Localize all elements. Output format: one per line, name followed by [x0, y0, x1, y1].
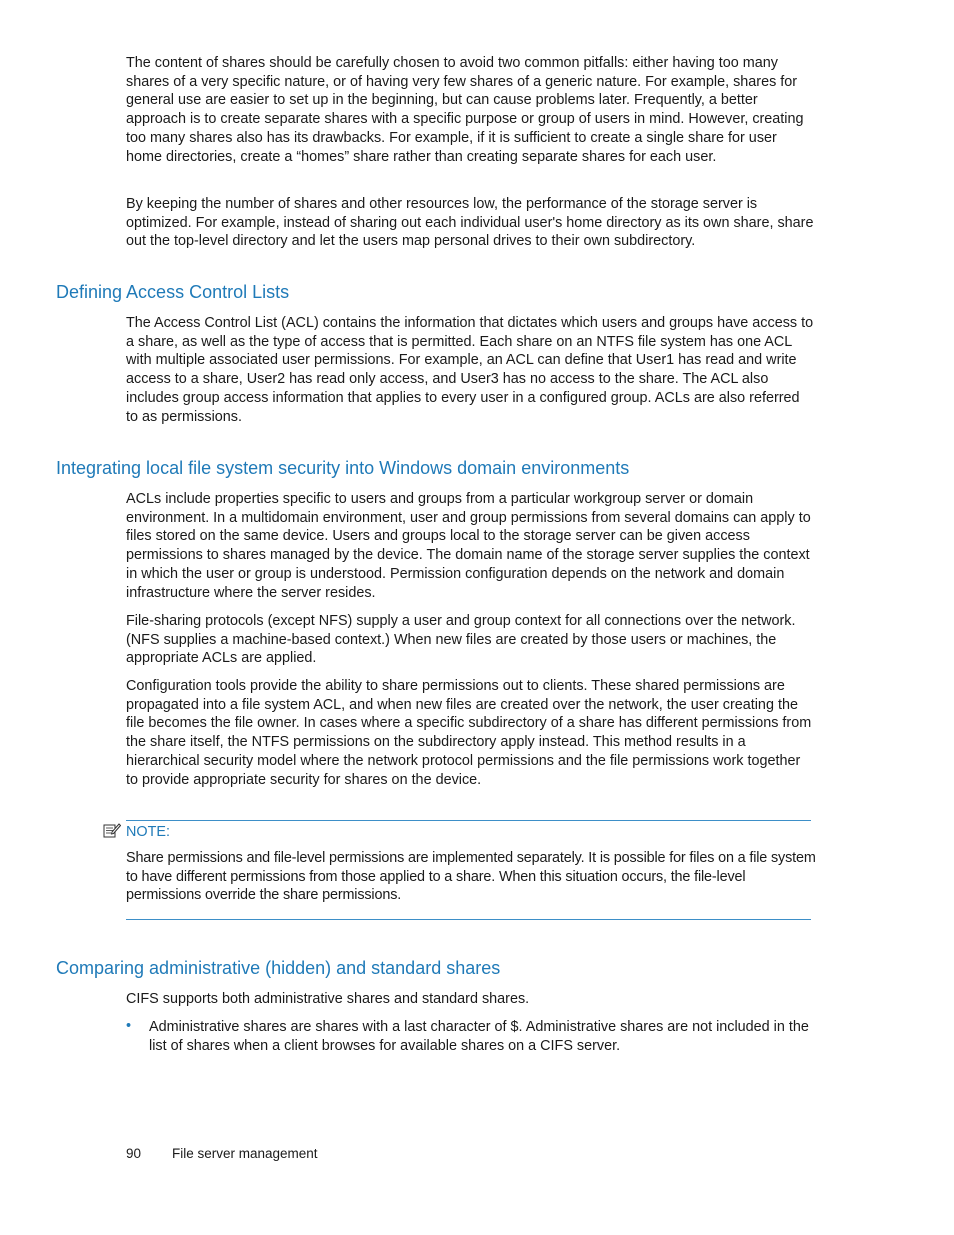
integration-paragraph-2: File-sharing protocols (except NFS) supply a user and group context for all connections over the network. (NFS supplies a machine-based context.) When new files are created by those users or machines, the appropriate ACLs are applied. — [126, 613, 796, 667]
note-bottom-rule — [126, 919, 811, 920]
heading-comparing-shares: Comparing administrative (hidden) and standard shares — [56, 958, 501, 978]
acl-paragraph-1: The Access Control List (ACL) contains the information that dictates which users and groups have access to a share, as well as the type of access that is permitted. Each share on an NTFS file system has one ACL with multiple associated user permissions. For example, an ACL can define that User1 has read and write access to a share, User2 has read only access, and User3 has no access to the share. The ACL also includes group access information that applies to every user in a configured group. ACLs are also referred to as permissions. — [126, 315, 814, 425]
integration-paragraph-3: Configuration tools provide the ability to share permissions out to clients. These shared permissions are propagated into a file system ACL, and when new files are created over the network, the user creating the file becomes the file owner. In cases where a specific subdirectory of a share has different permissions from the share itself, the NTFS permissions on the subdirectory apply instead. This method results in a hierarchical security model where the network protocol permissions and the file permissions work together to provide appropriate security for shares on the device. — [126, 678, 812, 788]
heading-defining-acl: Defining Access Control Lists — [56, 282, 290, 302]
note-text: Share permissions and file-level permissions are implemented separately. It is possible for files on a file system to have different permissions from those applied to a share. When this situation occurs, the file-level permissions override the share permissions. — [126, 850, 816, 904]
note-pencil-icon — [103, 822, 121, 838]
page-number: 90 — [126, 1146, 142, 1161]
integration-paragraph-1: ACLs include properties specific to users and groups from a particular workgroup server or domain environment. In a multidomain environment, user and group permissions from several domains can apply to files stored on the same device. Users and groups local to the storage server can be given access permissions to shares managed by the device. The domain name of the storage server supplies the context in which the user or group is understood. Permission configuration depends on the network and domain infrastructure where the server resides. — [126, 491, 811, 601]
footer-title: File server management — [172, 1146, 318, 1161]
bullet-icon: • — [126, 1018, 132, 1034]
note-label: NOTE: — [126, 824, 170, 840]
note-top-rule — [126, 820, 811, 821]
heading-integrating-security: Integrating local file system security into Windows domain environments — [56, 458, 630, 478]
intro-paragraph-2: By keeping the number of shares and other resources low, the performance of the storage server is optimized. For example, instead of sharing out each individual user's home directory as its own share, share out the top-level directory and let the users map personal drives to their own subdirectory. — [126, 196, 814, 250]
bullet-item-administrative-shares: Administrative shares are shares with a last character of $. Administrative shares are not included in the list of shares when a client browses for available shares on a CIFS server. — [149, 1019, 809, 1054]
shares-paragraph-1: CIFS supports both administrative shares and standard shares. — [126, 991, 530, 1007]
intro-paragraph-1: The content of shares should be carefully chosen to avoid two common pitfalls: either having too many shares of a very specific nature, or of having very few shares of a generic nature. For example, shares for general use are easier to set up in the beginning, but can cause problems later. Frequently, a better approach is to create separate shares with a specific purpose or group of users in mind. However, creating too many shares also has its drawbacks. For example, if it is sufficient to create a single share for user home directories, create a “homes” share rather than creating separate shares for each user. — [126, 55, 804, 165]
